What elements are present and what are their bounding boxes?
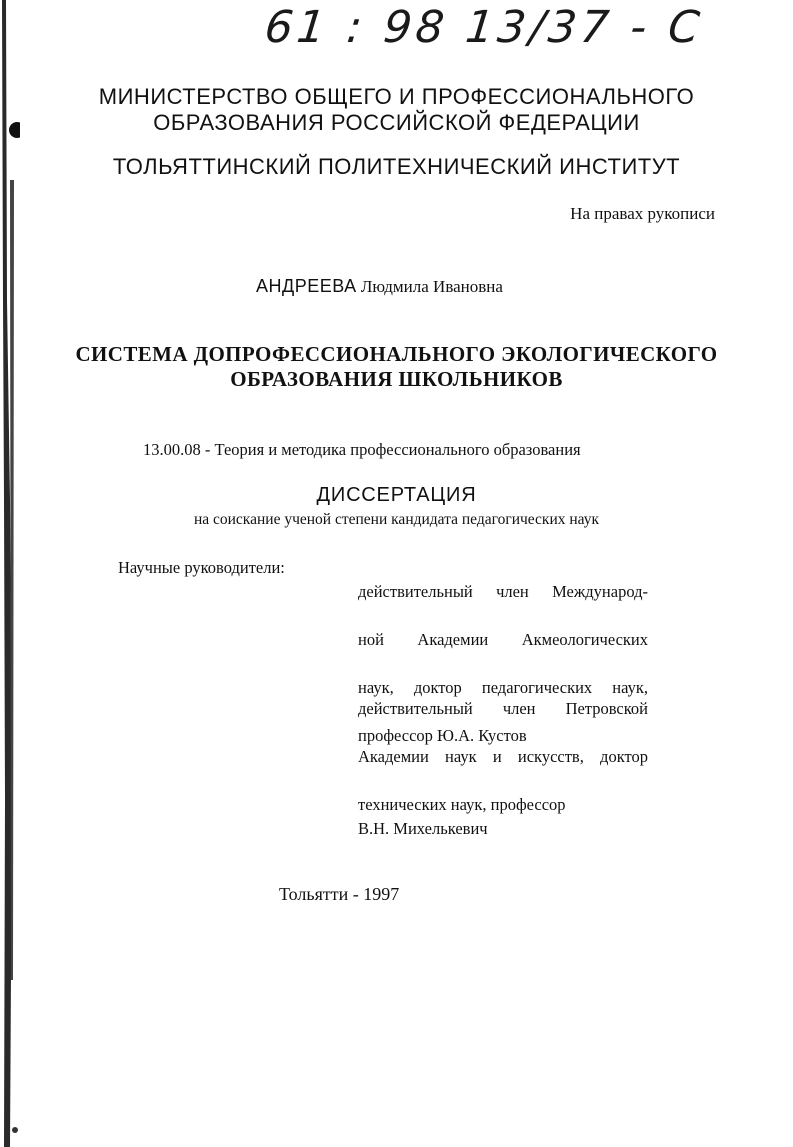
supervisor-1-line: наук, доктор педагогических наук, bbox=[358, 678, 648, 697]
supervisor-2-line: В.Н. Михелькевич bbox=[358, 819, 488, 838]
city-year: Тольятти - 1997 bbox=[279, 884, 400, 904]
author-name bbox=[256, 276, 503, 297]
supervisor-2-line: действительный член Петровской bbox=[358, 699, 648, 718]
document-type: ДИССЕРТАЦИЯ bbox=[316, 484, 477, 506]
supervisor-1-line: профессор Ю.А. Кустов bbox=[358, 726, 527, 745]
ministry-heading bbox=[0, 84, 793, 136]
degree-line: на соискание ученой степени кандидата педагогических наук bbox=[193, 511, 600, 528]
supervisor-1-line: действительный член Международ- bbox=[358, 582, 648, 601]
institute-heading: ТОЛЬЯТТИНСКИЙ ПОЛИТЕХНИЧЕСКИЙ ИНСТИТУТ bbox=[112, 154, 681, 179]
author-given-names: Людмила Ивановна bbox=[360, 277, 503, 296]
supervisor-1-line: ной Академии Акмеологических bbox=[358, 630, 648, 649]
ministry-line-2: ОБРАЗОВАНИЯ РОССИЙСКОЙ ФЕДЕРАЦИИ bbox=[153, 110, 640, 135]
dissertation-title bbox=[0, 342, 793, 392]
supervisors-label: Научные руководители: bbox=[118, 558, 285, 577]
specialty-line: 13.00.08 - Теория и методика профессионального образования bbox=[143, 440, 581, 459]
ministry-line-1: МИНИСТЕРСТВО ОБЩЕГО И ПРОФЕССИОНАЛЬНОГО bbox=[98, 84, 695, 109]
supervisor-2-line: технических наук, профессор bbox=[358, 795, 566, 814]
supervisor-2 bbox=[358, 697, 648, 841]
rights-note: На правах рукописи bbox=[570, 204, 715, 223]
supervisor-2-line: Академии наук и искусств, доктор bbox=[358, 747, 648, 766]
author-surname: АНДРЕЕВА bbox=[256, 276, 357, 296]
title-line-2: ОБРАЗОВАНИЯ ШКОЛЬНИКОВ bbox=[230, 367, 563, 391]
handwritten-archive-code: 61 : 98 13/37 - C bbox=[262, 2, 706, 53]
title-line-1: СИСТЕМА ДОПРОФЕССИОНАЛЬНОГО ЭКОЛОГИЧЕСКОГО bbox=[75, 342, 718, 366]
